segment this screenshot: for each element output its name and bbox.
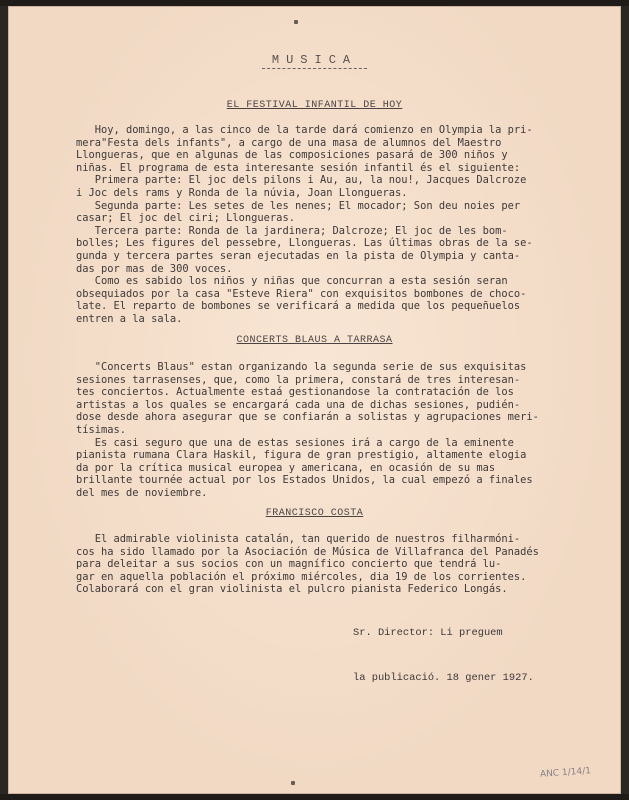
section-title-francisco-costa: FRANCISCO COSTA — [265, 508, 364, 519]
text-line: cos ha sido llamado por la Asociación de Música de Villafranca del Panadés — [76, 545, 539, 558]
scan-border-bottom — [0, 794, 629, 800]
section-title-festival: EL FESTIVAL INFANTIL DE HOY — [226, 100, 403, 111]
text-line: Primera parte: El joc dels pilons i Au, au, la nou!, Jacques Dalcroze — [76, 174, 527, 187]
punch-mark — [291, 781, 295, 785]
text-line: para deleitar a sus socios con un magnífico concierto que tendrá lu- — [76, 558, 502, 571]
text-line: Colaborará con el gran violinista el pulcro pianista Federico Longás. — [76, 583, 508, 596]
text-line: del mes de noviembre. — [76, 486, 208, 499]
text-line: "Concerts Blaus" estan organizando la segunda serie de sus exquisitas — [76, 361, 527, 373]
text-line: mera"Festa dels infants", a cargo de una masa de alumnos del Maestro — [76, 136, 502, 149]
text-line: sesiones tarrasenses, que, como la primera, constará de tres interesan- — [76, 373, 521, 386]
section-body-francisco-costa — [76, 533, 606, 596]
text-line: Hoy, domingo, a las cinco de la tarde dará comienzo en Olympia la pri- — [76, 124, 533, 136]
text-line: bolles; Les figures del pessebre, Llongueras. Las últimas obras de la se- — [76, 237, 533, 250]
heading-underline — [262, 68, 367, 69]
document-heading — [8, 53, 621, 69]
text-line: Llongueras, que en algunas de las composiciones pasará de 300 niños y — [76, 149, 508, 162]
text-line: gar en aquella población el próximo miércoles, dia 19 de los corrientes. — [76, 570, 527, 583]
text-line: casar; El joc del ciri; Llongueras. — [76, 212, 295, 225]
signature-line-2: la publicació. 18 gener 1927. — [353, 672, 534, 684]
text-line: tísimas. — [76, 423, 127, 436]
text-line: Segunda parte: Les setes de les nenes; El mocador; Son deu noies per — [76, 199, 521, 212]
section-body-concerts-blaus — [76, 361, 606, 500]
archive-stamp: ANC 1/14/1 — [539, 766, 592, 780]
text-line: da por la crítica musical europea y americana, en ocasión de su mas — [76, 461, 496, 474]
text-line: brillante tournée actual por los Estados Unidos, la cual empezó a finales — [76, 474, 533, 487]
signature-block — [353, 596, 603, 716]
text-line: artistas a los quales se encargará cada una de dichas sesiones, pudién- — [76, 398, 521, 411]
text-line: gunda y tercera partes seran ejecutadas en la pista de Olympia y canta- — [76, 249, 521, 262]
text-line: pianista rumana Clara Haskil, figura de gran prestigio, altamente elogia — [76, 449, 527, 462]
text-line: late. El reparto de bombones se verificará a medida que los pequeñuelos — [76, 300, 521, 313]
text-line: i Joc dels rams y Ronda de la núvia, Joan Llongueras. — [76, 186, 408, 199]
heading-text: MUSICA — [271, 53, 358, 67]
section-body-festival — [76, 124, 606, 326]
text-line: obsequiados por la casa "Esteve Riera" con exquisitos bombones de choco- — [76, 287, 527, 300]
text-line: tes conciertos. Actualmente estaá gestionandose la contratación de los — [76, 386, 514, 399]
text-line: entren a la sala. — [76, 312, 183, 325]
document-page — [8, 6, 621, 794]
text-line: Es casi seguro que una de estas sesiones irá a cargo de la eminente — [76, 436, 514, 449]
text-line: niñas. El programa de esta interesante sesión infantil és el siguiente: — [76, 161, 521, 174]
text-line: Como es sabido los niños y niñas que concurran a esta sesión seran — [76, 275, 508, 288]
text-line: Tercera parte: Ronda de la jardinera; Dalcroze; El joc de les bom- — [76, 224, 508, 237]
text-line: dose desde ahora asegurar que se confiarán a solistas y agrupaciones meri- — [76, 411, 539, 424]
text-line: das por mas de 300 voces. — [76, 262, 233, 275]
section-title-concerts-blaus: CONCERTS BLAUS A TARRASA — [236, 335, 393, 346]
signature-line-1: Sr. Director: Li preguem — [353, 627, 503, 639]
punch-mark — [294, 20, 298, 24]
text-line: El admirable violinista catalán, tan querido de nuestros filharmóni- — [76, 533, 521, 545]
